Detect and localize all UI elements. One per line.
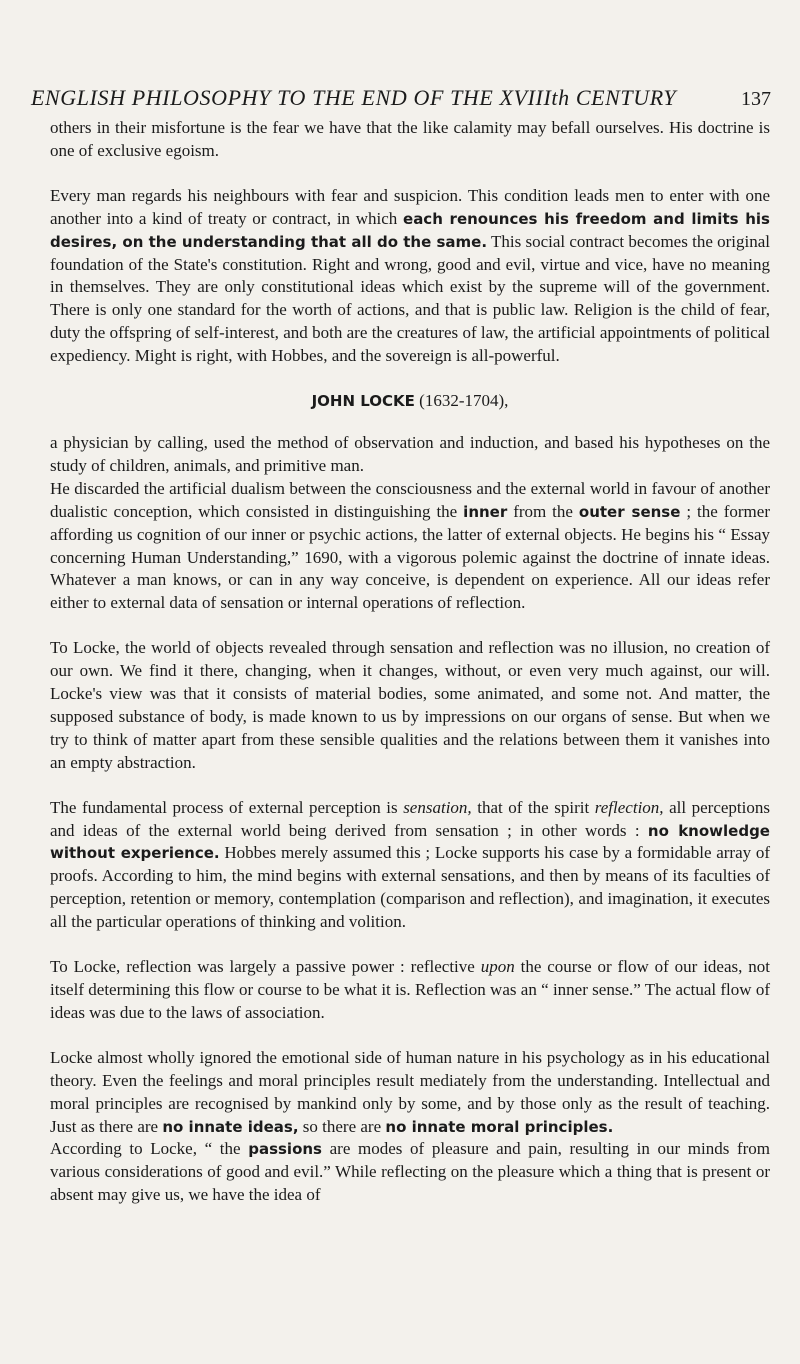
- text-run: Every man regards his neighbours with fear and suspicion. This condition leads men to enter with one another into a kind of treaty or contract, in which: [50, 185, 770, 228]
- text-run: Locke almost wholly ignored the emotional side of human nature in his psychology as in his educational theory. Even the feelings and moral principles result mediately from the understanding. Intellectual and moral principles are recognised by mankind only by some, and by those only as the result of teaching. Just as there are: [50, 1047, 770, 1136]
- text-run: According to Locke, “ the: [50, 1139, 249, 1159]
- page-number: 137: [741, 88, 771, 110]
- italic-phrase: upon: [480, 957, 515, 977]
- text-run: all perceptions and ideas of the external world being derived from sensation ; in other words :: [50, 797, 770, 840]
- bold-phrase: no knowledge without experience.: [50, 821, 770, 863]
- paragraph-5: [50, 637, 770, 774]
- text-run: others in their misfortune is the fear we have that the like calamity may befall ourselves. His doctrine is one of exclusive egoism.: [50, 118, 770, 160]
- paragraph-4: [50, 478, 770, 615]
- text-run: To Locke, reflection was largely a passive power : reflective: [50, 957, 481, 977]
- text-run: To Locke, the world of objects revealed through sensation and reflection was no illusion, no creation of our own. We find it there, changing, when it changes, without, or even very much against, our will. Locke's view was that it consists of material bodies, some animated, and some not. And matter, the supposed substance of body, is made known to us by impressions on our organs of sense. But when we try to think of matter apart from these sensible qualities and the relations between them it vanishes into an empty abstraction.: [50, 638, 770, 772]
- text-run: so there are: [298, 1116, 386, 1136]
- text-run: are modes of pleasure and pain, resulting in our minds from various considerations of good and evil.” While reflecting on the pleasure which a thing that is present or absent may give us, we have the idea of: [50, 1139, 771, 1205]
- heading-dates: (1632-1704),: [414, 391, 509, 411]
- bold-phrase: each renounces his freedom and limits his desires, on the understanding that all do the same.: [50, 209, 770, 251]
- bold-phrase: passions: [248, 1140, 322, 1159]
- paragraph-2: [50, 185, 770, 368]
- paragraph-6: [50, 797, 770, 934]
- text-run: This social contract becomes the original foundation of the State's constitution. Right and wrong, good and evil, virtue and vice, have no meaning in themselves. They are only constitutional ideas which exist by the supreme will of the government. There is only one standard for the worth of actions, and that is public law. Religion is the child of fear, duty the offspring of self-interest, and both are the creatures of law, the artificial appointments of political expediency. Might is right, with Hobbes, and the sovereign is all-powerful.: [50, 231, 770, 366]
- paragraph-7: [50, 956, 770, 1025]
- text-run: Hobbes merely assumed this ; Locke supports his case by a formidable array of proofs. According to him, the mind begins with external sensations, and then by means of its faculties of perception, retention or memory, contemplation (comparison and reflection), and imagination, it executes all the particular operations of thinking and volition.: [50, 843, 770, 932]
- running-head: ENGLISH PHILOSOPHY TO THE END OF THE XVIIIth CENTURY: [31, 85, 677, 110]
- page-header: [31, 85, 771, 111]
- section-heading: [50, 390, 770, 413]
- text-run: He discarded the artificial dualism between the consciousness and the external world in favour of another dualistic conception, which consisted in distinguishing the: [50, 478, 770, 521]
- page-body: [50, 117, 770, 1207]
- heading-name: JOHN LOCKE: [311, 392, 415, 411]
- paragraph-1: [50, 117, 770, 163]
- bold-phrase: no innate ideas,: [162, 1117, 299, 1136]
- bold-phrase: outer sense: [578, 502, 681, 521]
- bold-phrase: inner: [463, 502, 508, 521]
- bold-phrase: no innate moral principles.: [385, 1117, 614, 1136]
- text-run: the course or flow of our ideas, not itself determining this flow or course to be what it is. Reflection was an “ inner sense.” The actual flow of ideas was due to the laws of association.: [50, 957, 770, 1022]
- text-run: from the: [507, 501, 579, 521]
- paragraph-9: [50, 1138, 770, 1207]
- text-run: that of the spirit: [471, 797, 595, 817]
- paragraph-8: [50, 1047, 770, 1139]
- text-run: a physician by calling, used the method of observation and induction, and based his hypotheses on the study of children, animals, and primitive man.: [50, 432, 770, 475]
- italic-phrase: sensation,: [403, 797, 472, 817]
- italic-phrase: reflection,: [594, 797, 664, 817]
- text-run: ; the former affording us cognition of our inner or psychic actions, the latter of external objects. He begins his “ Essay concerning Human Understanding,” 1690, with a vigorous polemic against the doctrine of innate ideas. Whatever a man knows, or can in any way conceive, is dependent on experience. All our ideas refer either to external data of sensation or internal operations of reflection.: [50, 501, 770, 613]
- text-run: The fundamental process of external perception is: [50, 797, 404, 817]
- paragraph-3: [50, 432, 770, 478]
